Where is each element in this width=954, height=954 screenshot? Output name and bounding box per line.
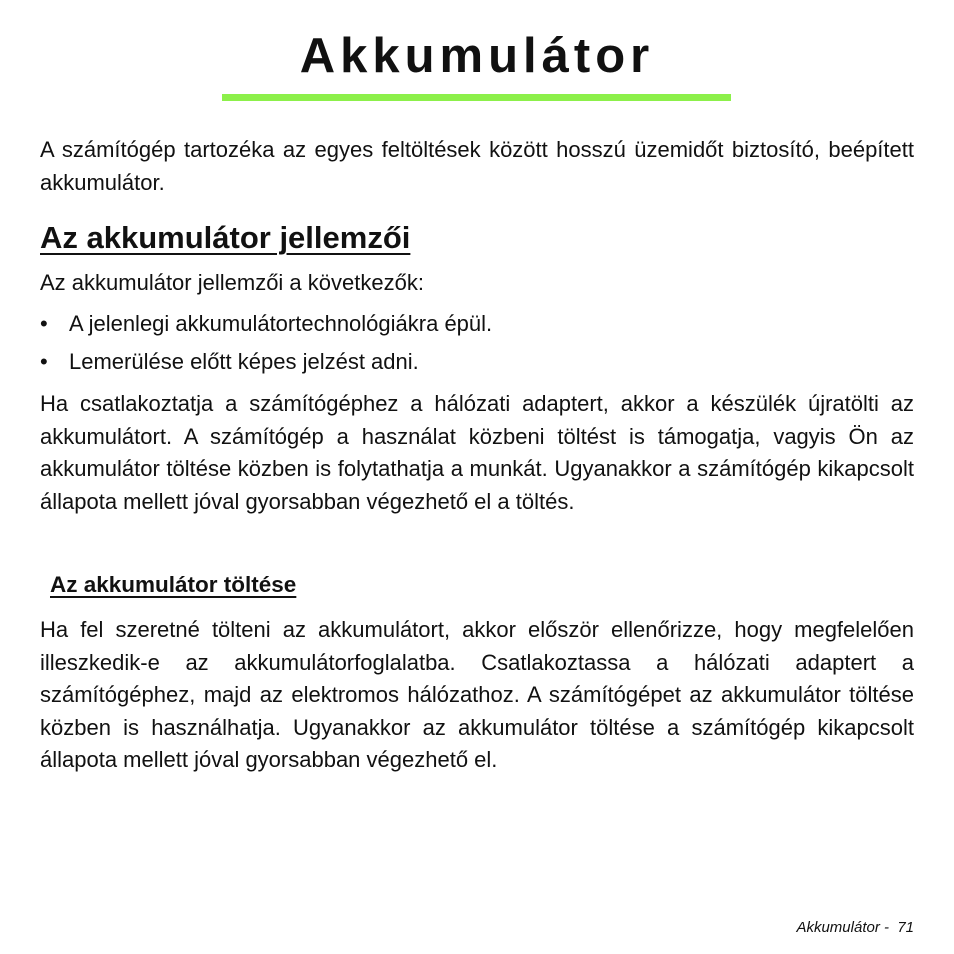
charging-body-paragraph: Ha fel szeretné tölteni az akkumulátort, akkor először ellenőrizze, hogy megfelelően illeszkedik-e az akkumulátorfoglalatba. Csatlakoztassa a hálózati adaptert a számítógéphez, majd az elektromos hálózathoz. A számítógépet az akkumulátor töltése közben is használhatja. Ugyanakkor az akkumulátor töltése a számítógép kikapcsolt állapota mellett jóval gyorsabban végezhető el. — [40, 617, 914, 772]
features-body-paragraph: Ha csatlakoztatja a számítógéphez a hálózati adaptert, akkor a készülék újratölti az akkumulátort. A számítógép a használat közbeni töltést is támogatja, vagyis Ön az akkumulátor töltése közben is folytathatja a munkát. Ugyanakkor a számítógép kikapcsolt állapota mellett jóval gyorsabban végezhető el a töltés. — [40, 391, 914, 514]
section-heading-charging: Az akkumulátor töltése — [50, 572, 297, 597]
bullet-icon: • — [40, 349, 48, 374]
section-heading-features: Az akkumulátor jellemzői — [40, 220, 411, 255]
bullet-text: Lemerülése előtt képes jelzést adni. — [69, 349, 419, 374]
bullet-text: A jelenlegi akkumulátortechnológiákra épül. — [69, 311, 493, 336]
bullet-icon: • — [40, 311, 48, 336]
list-item — [40, 308, 492, 340]
page-title: Akkumulátor — [299, 29, 655, 83]
list-item — [40, 346, 492, 378]
title-underline-bar — [222, 94, 731, 101]
features-bullet-list — [40, 308, 492, 384]
features-lead-text: Az akkumulátor jellemzői a következők: — [40, 270, 424, 295]
intro-paragraph: A számítógép tartozéka az egyes feltöltések között hosszú üzemidőt biztosító, beépített akkumulátor. — [40, 137, 914, 195]
page-footer: Akkumulátor - 71 — [796, 919, 914, 936]
